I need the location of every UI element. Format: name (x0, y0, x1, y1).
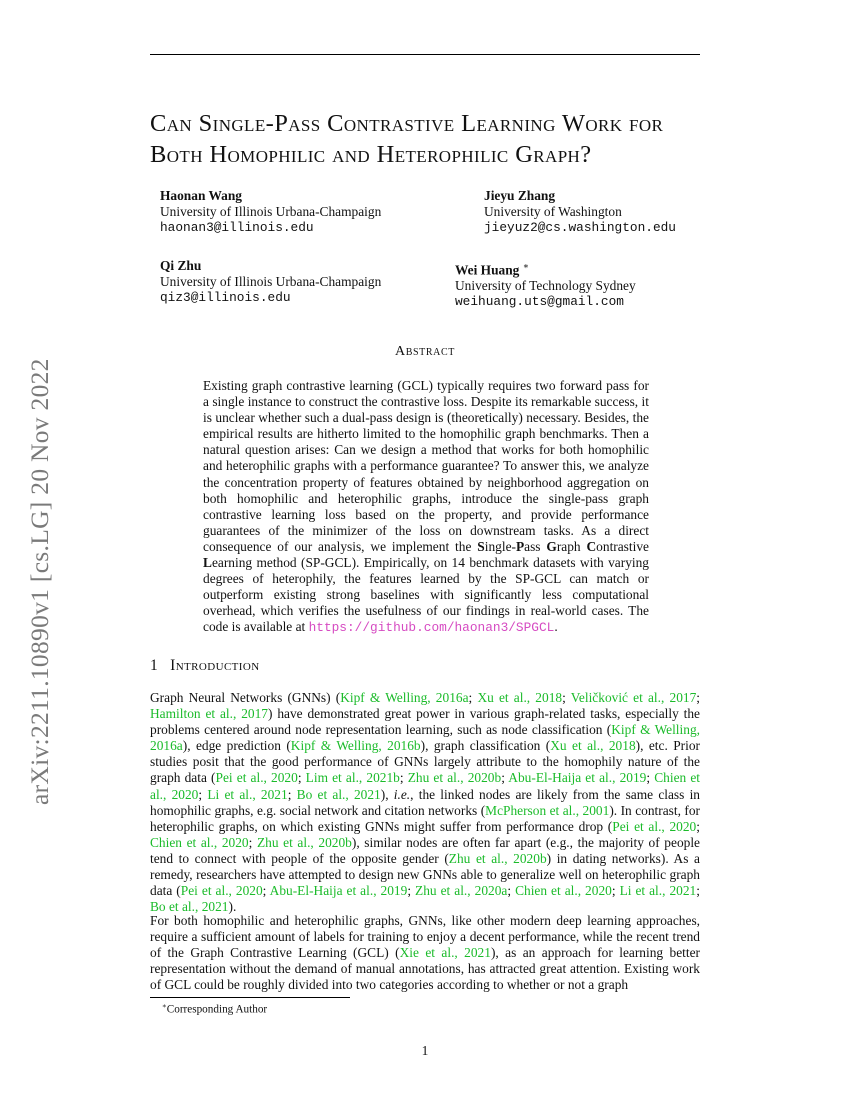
author-block (484, 188, 676, 236)
method-letter: S (477, 538, 485, 554)
paragraph-text: ; (297, 770, 306, 786)
paragraph-text: Graph Neural Networks (GNNs) ( (150, 690, 341, 705)
abstract-body: earning method (SP-GCL). Empirically, on 14 benchmark datasets with varying degrees of heterophily, the features learned by the SP-GCL can match or outperform existing strong baselines with significantly less computational overhead, which verifies the usefulness of our findings in real-world cases. The code is available at (203, 555, 649, 635)
intro-paragraph-2 (150, 913, 700, 993)
top-rule (150, 54, 700, 55)
citation-link[interactable]: Chien et al., 2020 (150, 834, 249, 850)
author-block (160, 188, 381, 236)
paragraph-text: For both homophilic and heterophilic graphs, GNNs, like other modern deep learning approaches, require a sufficient amount of labels for training to enjoy a decent performance, while the recent trend of the Graph Contrastive Learning (GCL) ( (150, 913, 700, 961)
paragraph-text: ). In contrast, for heterophilic graphs, on which existing GNNs might suffer from performance drop ( (150, 802, 700, 834)
paragraph-text: ; (562, 690, 571, 705)
author-affiliation: University of Washington (484, 204, 622, 219)
paragraph-text: ; (501, 770, 509, 786)
citation-link[interactable]: Zhu et al., 2020a (415, 883, 508, 899)
citation-link[interactable]: Xu et al., 2018 (477, 690, 563, 705)
paragraph-text: ; (399, 770, 408, 786)
paragraph-text: ; (248, 834, 257, 850)
author-email[interactable]: jieyuz2@cs.washington.edu (484, 220, 676, 235)
citation-link[interactable]: Abu-El-Haija et al., 2019 (269, 883, 408, 899)
method-letter: P (515, 538, 525, 554)
paragraph-text: ; (407, 883, 416, 899)
method-part: ass (524, 538, 547, 554)
citation-link[interactable]: Hamilton et al., 2017 (150, 706, 268, 722)
citation-link[interactable]: Lim et al., 2021b (305, 770, 400, 786)
citation-link[interactable]: Li et al., 2021 (619, 883, 697, 899)
citation-link[interactable]: McPherson et al., 2001 (485, 802, 610, 818)
citation-link[interactable]: Kipf & Welling, 2016a (150, 722, 700, 754)
method-part: raph (556, 538, 587, 554)
citation-link[interactable]: Bo et al., 2021 (150, 899, 229, 915)
paragraph-text: ; (696, 818, 700, 834)
paragraph-text: ) in dating networks). As a remedy, researchers have attempted to design new GNNs able to generalize well on heterophilic graph data ( (150, 850, 700, 899)
paragraph-text: ; (611, 883, 620, 899)
method-part: ontrastive (596, 538, 649, 554)
paragraph-text: ; (507, 883, 516, 899)
paragraph-text: ), edge prediction ( (182, 738, 291, 754)
footnote-text: Corresponding Author (166, 1003, 268, 1016)
citation-link[interactable]: Zhu et al., 2020b (448, 850, 547, 866)
section-number: 1 (150, 657, 159, 674)
abstract-heading: Abstract (395, 344, 455, 359)
citation-link[interactable]: Zhu et al., 2020b (256, 834, 352, 850)
author-name-text: Wei Huang (455, 262, 520, 278)
intro-paragraph-1 (150, 690, 700, 915)
citation-link[interactable]: Kipf & Welling, 2016b (290, 738, 421, 754)
citation-link[interactable]: Chien et al., 2020 (150, 770, 700, 802)
corresponding-mark: ∗ (522, 261, 529, 271)
author-email[interactable]: weihuang.uts@gmail.com (455, 294, 624, 310)
author-name: Qi Zhu (160, 258, 202, 273)
abstract-body: Existing graph contrastive learning (GCL) typically requires two forward pass for a single instance to construct the contrastive loss. Despite its remarkable success, it is unclear whether such a dual-pass design is (theoretically) necessary. Besides, the empirical results are hitherto limited to the homophilic graph benchmarks. Then a natural question arises: Can we design a method that works for both homophilic and heterophilic graphs with a performance guarantee? To answer this, we analyze the concentration property of features obtained by neighborhood aggregation on both homophilic and heterophilic graphs, introduce the single-pass graph contrastive learning loss based on the property, and provide performance guarantees of the minimizer of the loss on downstream tasks. As a direct consequence of our analysis, we implement the (203, 378, 649, 554)
citation-link[interactable]: Kipf & Welling, 2016a (340, 690, 469, 705)
author-name: Jieyu Zhang (484, 188, 556, 203)
paragraph-text: ; (468, 690, 478, 705)
section-title: Introduction (170, 657, 260, 674)
author-email[interactable]: haonan3@illinois.edu (160, 220, 314, 235)
paragraph-text: ), similar nodes are often far apart (e.g., the majority of people tend to connect with people of the opposite gender ( (150, 834, 701, 866)
citation-link[interactable]: Chien et al., 2020 (515, 883, 612, 899)
author-name (455, 258, 636, 278)
citation-link[interactable]: Pei et al., 2020 (180, 883, 263, 899)
section-heading (150, 657, 260, 675)
paragraph-text: ). (228, 899, 237, 915)
method-letter: G (546, 538, 557, 554)
citation-link[interactable]: Li et al., 2021 (207, 786, 288, 802)
citation-link[interactable]: Pei et al., 2020 (612, 818, 697, 834)
citation-link[interactable]: Zhu et al., 2020b (407, 770, 502, 786)
citation-link[interactable]: Veličković et al., 2017 (570, 690, 697, 705)
abstract-text (203, 378, 649, 637)
abstract-end: . (554, 619, 558, 635)
arxiv-stamp[interactable]: arXiv:2211.10890v1 [cs.LG] 20 Nov 2022 (25, 358, 54, 805)
author-email[interactable]: qiz3@illinois.edu (160, 290, 291, 305)
footnote (162, 1002, 267, 1016)
author-name: Haonan Wang (160, 188, 242, 203)
paragraph-text: ; (646, 770, 655, 786)
paragraph-text: , the linked nodes are likely from the same class in homophilic graphs, e.g. social network and citation networks ( (150, 786, 700, 818)
page-number: 1 (421, 1043, 429, 1058)
paragraph-text: ) have demonstrated great power in various graph-related tasks, especially the problems centered around node representation learning, such as node classification ( (150, 706, 701, 738)
paragraph-text: ; (287, 786, 297, 802)
code-link[interactable]: https://github.com/haonan3/SPGCL (308, 620, 555, 636)
citation-link[interactable]: Pei et al., 2020 (215, 770, 298, 786)
method-letter: C (586, 538, 597, 554)
author-affiliation: University of Illinois Urbana-Champaign (160, 274, 382, 289)
author-block (160, 258, 381, 306)
citation-link[interactable]: Abu-El-Haija et al., 2019 (508, 770, 647, 786)
paragraph-text: ; (198, 786, 208, 802)
paragraph-text: ; (696, 690, 701, 705)
paragraph-text: ; (696, 883, 700, 899)
paper-title: Can Single-Pass Contrastive Learning Work for Both Homophilic and Heterophilic Graph? (150, 110, 664, 168)
author-affiliation: University of Technology Sydney (455, 278, 636, 294)
method-part: ingle- (484, 538, 516, 554)
footnote-mark: ∗ (162, 1002, 167, 1010)
author-block (455, 258, 636, 310)
citation-link[interactable]: Xie et al., 2021 (399, 945, 491, 961)
footnote-rule (150, 997, 350, 998)
paragraph-text: ), (380, 786, 394, 802)
paragraph-text: ; (262, 883, 270, 899)
method-letter: L (203, 555, 212, 571)
author-affiliation: University of Illinois Urbana-Champaign (160, 204, 382, 219)
citation-link[interactable]: Bo et al., 2021 (296, 786, 381, 802)
paragraph-text: ), graph classification ( (420, 738, 551, 754)
paragraph-text: ), etc. Prior studies posit that the good performance of GNNs largely attribute to the homophily nature of the graph data ( (150, 738, 700, 786)
paragraph-text: ), as an approach for learning better representation without the demand of manual annotations, has attracted great attention. Existing work of GCL could be roughly divided into two categories according to whether or not a graph (150, 945, 700, 993)
citation-link[interactable]: Xu et al., 2018 (550, 738, 636, 754)
emphasis-text: i.e. (393, 786, 411, 802)
